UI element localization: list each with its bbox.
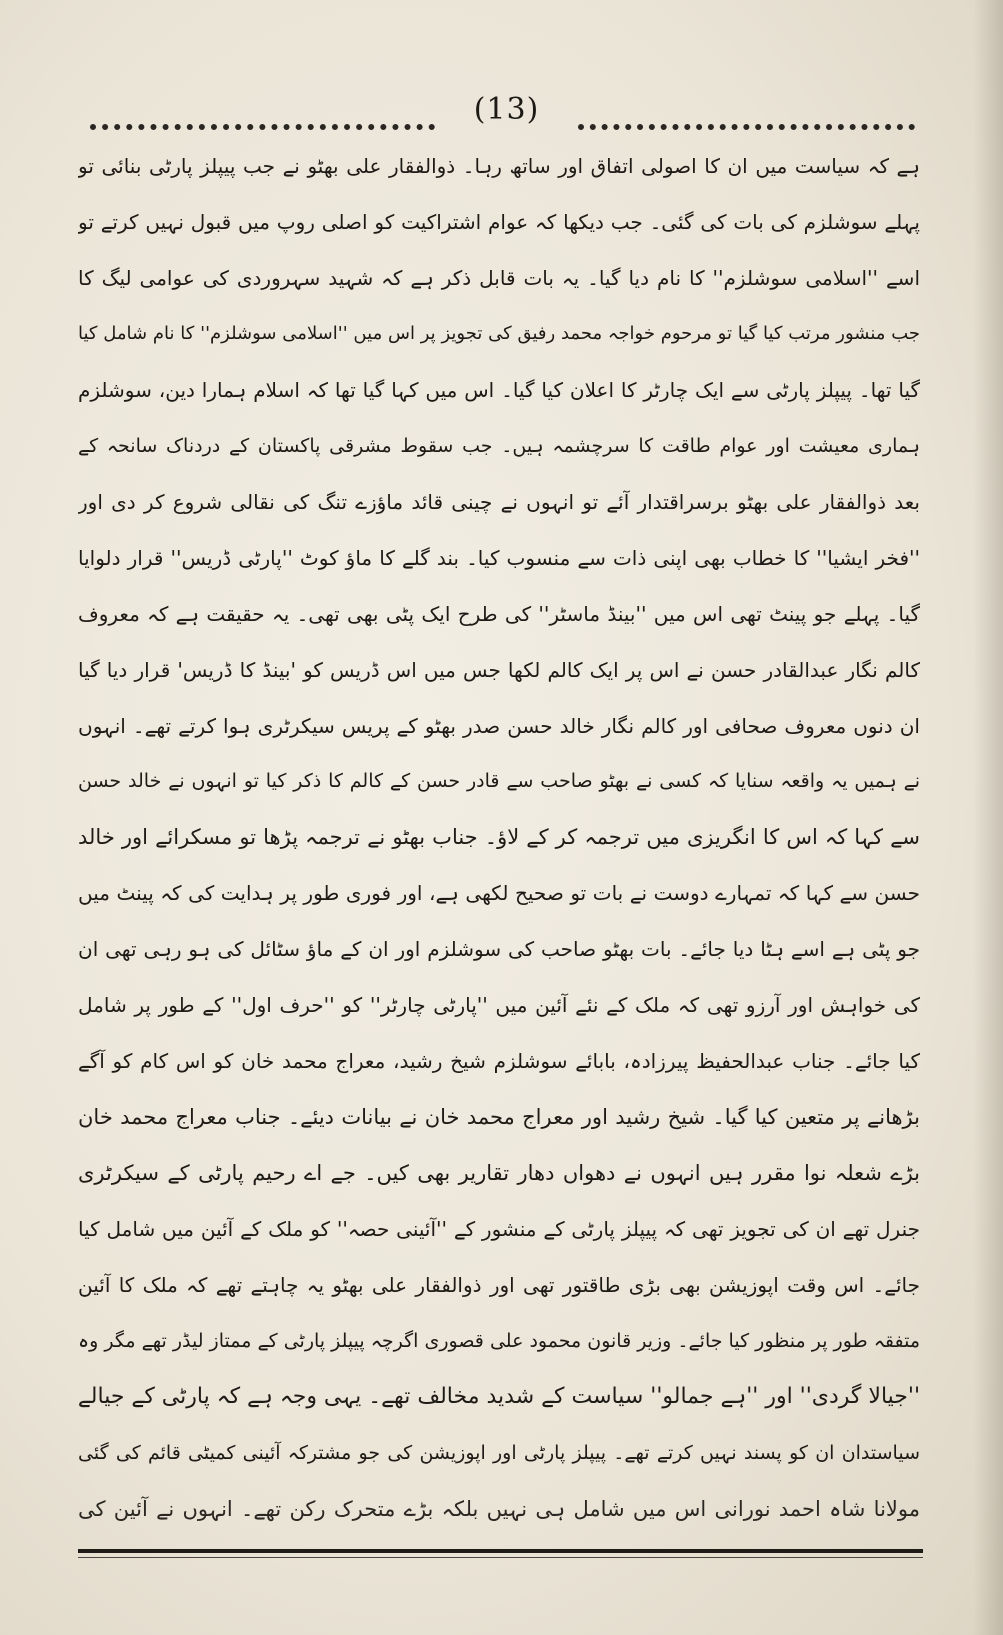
text-line: کالم نگار عبدالقادر حسن نے اس پر ایک کالم لکھا جس میں اس ڈریس کو 'بینڈ کا ڈریس' قرار دیا گیا — [78, 657, 920, 682]
text-line: جائے۔ اس وقت اپوزیشن بھی بڑی طاقتور تھی اور ذوالفقار علی بھٹو یہ چاہتے تھے کہ ملک کا آئین — [78, 1273, 920, 1298]
text-line: بڑے شعلہ نوا مقرر ہیں انہوں نے دھواں دھار تقاریر بھی کیں۔ جے اے رحیم پارٹی کے سیکرٹری — [78, 1161, 920, 1186]
text-line: بڑھانے پر متعین کیا گیا۔ شیخ رشید اور معراج محمد خان نے بیانات دیئے۔ جناب معراج محمد خان — [78, 1105, 920, 1130]
body-text — [78, 140, 920, 1535]
page-number: (13) — [473, 92, 540, 127]
text-line: نے ہمیں یہ واقعہ سنایا کہ کسی نے بھٹو صاحب سے قادر حسن کے کالم کا ذکر کیا تو انہوں نے خالد حسن — [78, 770, 920, 793]
text-line: ''جیالا گردی'' اور ''ہے جمالو'' سیاست کے شدید مخالف تھے۔ یہی وجہ ہے کہ پارٹی کے جیالے — [78, 1383, 920, 1409]
text-line: سے کہا کہ اس کا انگریزی میں ترجمہ کر کے لاؤ۔ جناب بھٹو نے ترجمہ پڑھا تو مسکرائے اور خالد — [78, 825, 920, 850]
text-line: ہماری معیشت اور عوام طاقت کا سرچشمہ ہیں۔ جب سقوط مشرقی پاکستان کے دردناک سانحہ کے — [78, 434, 920, 457]
text-line: مولانا شاہ احمد نورانی اس میں شامل ہی نہیں بلکہ بڑے متحرک رکن تھے۔ انہوں نے آئین کی — [78, 1496, 920, 1521]
text-line: گیا۔ پہلے جو پینٹ تھی اس میں ''بینڈ ماسٹر'' کی طرح ایک پٹی بھی تھی۔ یہ حقیقت ہے کہ معروف — [78, 601, 920, 626]
page-header — [90, 88, 915, 148]
text-line: جب منشور مرتب کیا گیا تو مرحوم خواجہ محمد رفیق کی تجویز پر اس میں ''اسلامی سوشلزم'' کا نام شامل کیا — [78, 322, 920, 344]
text-line: ''فخر ایشیا'' کا خطاب بھی اپنی ذات سے منسوب کیا۔ بند گلے کا ماؤ کوٹ ''پارٹی ڈریس'' قرار دلوایا — [78, 545, 920, 570]
text-line: ان دنوں معروف صحافی اور کالم نگار خالد حسن صدر بھٹو کے پریس سیکرٹری ہوا کرتے تھے۔ انہوں — [78, 713, 920, 738]
page-edge-shadow — [973, 0, 1003, 1635]
text-line: کیا جائے۔ جناب عبدالحفیظ پیرزادہ، بابائے سوشلزم شیخ رشید، معراج محمد خان کو اس کام کو آگے — [78, 1049, 920, 1074]
text-line: گیا تھا۔ پیپلز پارٹی سے ایک چارٹر کا اعلان کیا گیا۔ اس میں کہا گیا تھا کہ اسلام ہمارا دین، سوشلزم — [78, 377, 920, 402]
text-line: پہلے سوشلزم کی بات کی گئی۔ جب دیکھا کہ عوام اشتراکیت کو اصلی روپ میں قبول نہیں کرتے تو — [78, 209, 920, 234]
text-line: اسے ''اسلامی سوشلزم'' کا نام دیا گیا۔ یہ بات قابل ذکر ہے کہ شہید سہروردی کی عوامی لیگ کا — [78, 265, 920, 290]
text-line: ہے کہ سیاست میں ان کا اصولی اتفاق اور ساتھ رہا۔ ذوالفقار علی بھٹو نے جب پیپلز پارٹی بنائی تو — [78, 154, 920, 178]
text-line: جو پٹی ہے اسے ہٹا دیا جائے۔ بات بھٹو صاحب کی سوشلزم اور ان کے ماؤ سٹائل کی ہو رہی تھی ان — [78, 937, 920, 962]
text-line: بعد ذوالفقار علی بھٹو برسراقتدار آئے تو انہوں نے چینی قائد ماؤزے تنگ کی نقالی شروع کر دی اور — [78, 489, 920, 514]
header-rule-right — [578, 124, 915, 130]
text-line: سیاستدان ان کو پسند نہیں کرتے تھے۔ پیپلز پارٹی اور اپوزیشن کی جو مشترکہ آئینی کمیٹی قائم کی گئی — [78, 1441, 920, 1464]
header-rule-left — [90, 124, 435, 130]
footer-rule — [78, 1549, 923, 1553]
text-line: متفقہ طور پر منظور کیا جائے۔ وزیر قانون محمود علی قصوری اگرچہ پیپلز پارٹی کے ممتاز لیڈر تھے مگر وہ — [78, 1330, 920, 1353]
footer-rule-thin — [78, 1557, 923, 1558]
text-line: حسن سے کہا کہ تمہارے دوست نے بات تو صحیح لکھی ہے، اور فوری طور پر ہدایت کی کہ پینٹ میں — [78, 881, 920, 906]
text-line: کی خواہش اور آرزو تھی کہ ملک کے نئے آئین میں ''پارٹی چارٹر'' کو ''حرف اول'' کے طور پر شامل — [78, 993, 920, 1018]
text-line: جنرل تھے ان کی تجویز تھی کہ پیپلز پارٹی کے منشور کے ''آئینی حصہ'' کو ملک کے آئین میں شامل کیا — [78, 1217, 920, 1242]
